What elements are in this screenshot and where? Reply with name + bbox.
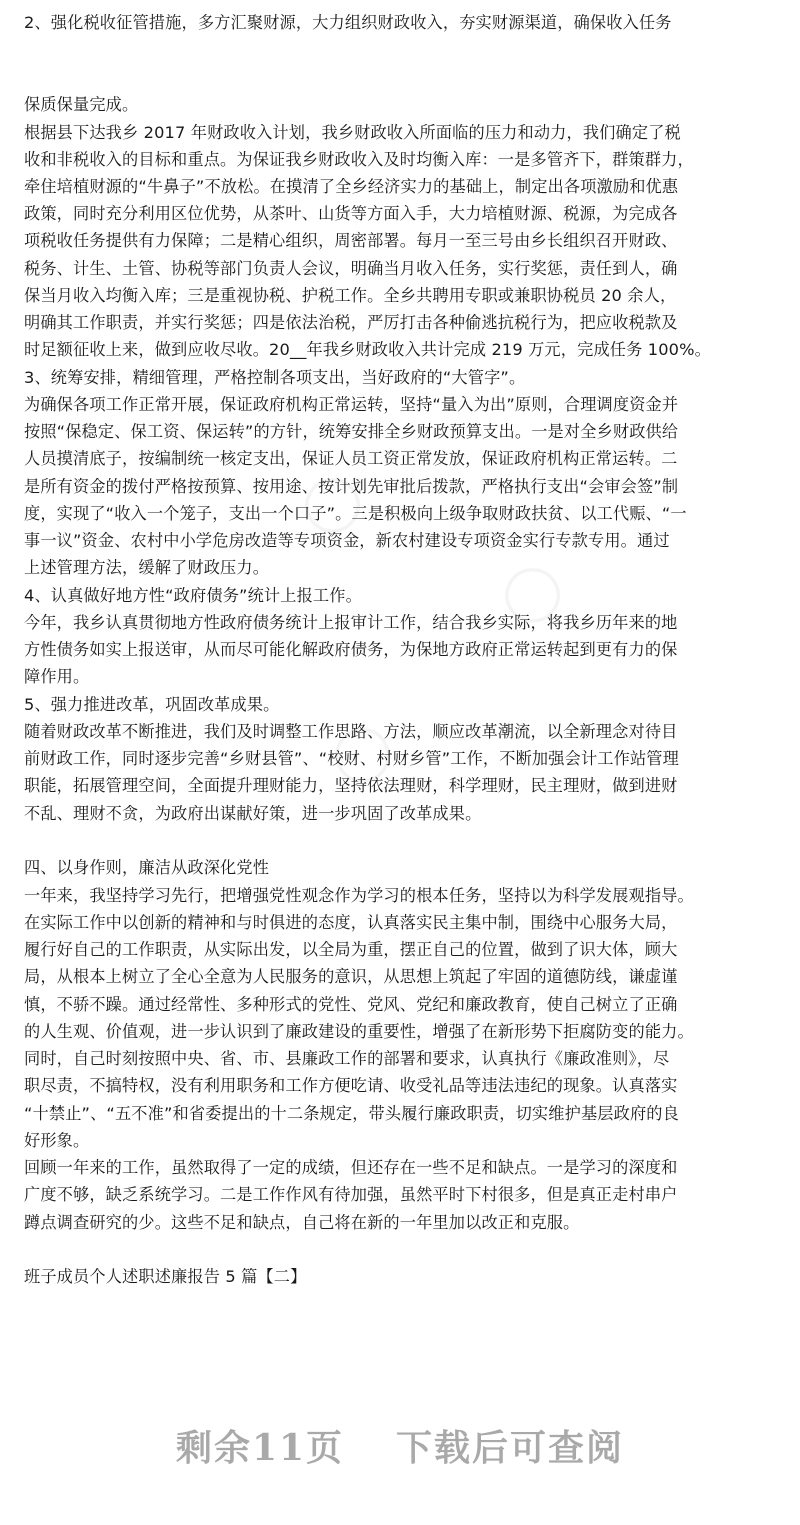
text-line: 保质保量完成。 xyxy=(24,95,139,114)
text-line: 收和非税收入的目标和重点。为保证我乡财政收入及时均衡入库：一是多管齐下，群策群力， xyxy=(24,150,694,169)
text-line: 2、强化税收征管措施，多方汇聚财源，大力组织财政收入，夯实财源渠道，确保收入任务 xyxy=(24,13,672,32)
download-to-view-label: 下载后可查阅 xyxy=(396,1427,625,1469)
text-line: 蹲点调查研究的少。这些不足和缺点，自己将在新的一年里加以改正和克服。 xyxy=(24,1213,580,1232)
text-line: 的人生观、价值观，进一步认识到了廉政建设的重要性，增强了在新形势下拒腐防变的能力。 xyxy=(24,1022,694,1041)
text-line: 事一议”资金、农村中小学危房改造等专项资金，新农村建设专项资金实行专款专用。通过 xyxy=(24,531,670,550)
text-line: 今年，我乡认真贯彻地方性政府债务统计上报审计工作，结合我乡实际，将我乡历年来的地 xyxy=(24,613,678,632)
text-line: 根据县下达我乡 2017 年财政收入计划，我乡财政收入所面临的压力和动力，我们确定了税 xyxy=(24,123,681,142)
text-line: 保当月收入均衡入库；三是重视协税、护税工作。全乡共聘用专职或兼职协税员 20 余人， xyxy=(24,286,677,305)
text-line: 职能，拓展管理空间，全面提升理财能力，坚持依法理财，科学理财，民主理财，做到进财 xyxy=(24,776,678,795)
text-line: 人员摸清底子，按编制统一核定支出，保证人员工资正常发放，保证政府机构正常运转。二 xyxy=(24,449,678,468)
text-line: 税务、计生、土管、协税等部门负责人会议，明确当月收入任务，实行奖惩，责任到人，确 xyxy=(24,259,678,278)
text-line: 政策，同时充分利用区位优势，从茶叶、山货等方面入手，大力培植财源、税源，为完成各 xyxy=(24,204,678,223)
text-line: 项税收任务提供有力保障；二是精心组织，周密部署。每月一至三号由乡长组织召开财政、 xyxy=(24,231,678,250)
text-line: 按照“保稳定、保工资、保运转”的方针，统筹安排全乡财政预算支出。一是对全乡财政供给 xyxy=(24,422,679,441)
text-line: 履行好自己的工作职责，从实际出发，以全局为重，摆正自己的位置，做到了识大体，顾大 xyxy=(24,940,678,959)
text-line: 时足额征收上来，做到应收尽收。20__年我乡财政收入共计完成 219 万元，完成任务 100%。 xyxy=(24,340,711,359)
text-line: 在实际工作中以创新的精神和与时俱进的态度，认真落实民主集中制，围绕中心服务大局， xyxy=(24,913,678,932)
text-line: 一年来，我坚持学习先行，把增强党性观念作为学习的根本任务，坚持以为科学发展观指导。 xyxy=(24,886,694,905)
text-line: 好形象。 xyxy=(24,1131,90,1150)
text-line: 牵住培植财源的“牛鼻子”不放松。在摸清了全乡经济实力的基础上，制定出各项激励和优惠 xyxy=(24,177,679,196)
section-heading: 班子成员个人述职述廉报告 5 篇【二】 xyxy=(24,1267,307,1286)
text-line: 明确其工作职责，并实行奖惩；四是依法治税，严厉打击各种偷逃抗税行为，把应收税款及 xyxy=(24,313,678,332)
section-heading: 四、以身作则，廉洁从政深化党性 xyxy=(24,858,270,877)
text-line: 广度不够，缺乏系统学习。二是工作作风有待加强，虽然平时下村很多，但是真正走村串户 xyxy=(24,1185,678,1204)
text-line: 慎，不骄不躁。通过经常性、多种形式的党性、党风、党纪和廉政教育，使自己树立了正确 xyxy=(24,995,678,1014)
text-line: 不乱、理财不贪，为政府出谋献好策，进一步巩固了改革成果。 xyxy=(24,804,482,823)
text-line: 是所有资金的拨付严格按预算、按用途、按计划先审批后拨款，严格执行支出“会审会签”制 xyxy=(24,477,679,496)
text-line: 方性债务如实上报送审，从而尽可能化解政府债务，为保地方政府正常运转起到更有力的保 xyxy=(24,640,678,659)
text-line: 随着财政改革不断推进，我们及时调整工作思路、方法，顺应改革潮流，以全新理念对待目 xyxy=(24,722,678,741)
text-line: 障作用。 xyxy=(24,667,90,686)
text-line: 同时，自己时刻按照中央、省、市、县廉政工作的部署和要求，认真执行《廉政准则》，尽 xyxy=(24,1049,670,1068)
remaining-pages-label: 剩余11页 xyxy=(175,1427,345,1469)
text-line: 为确保各项工作正常开展，保证政府机构正常运转，坚持“量入为出”原则，合理调度资金并 xyxy=(24,395,679,414)
section-heading: 5、强力推进改革，巩固改革成果。 xyxy=(24,695,280,714)
text-line: 前财政工作，同时逐步完善“乡财县管”、“校财、村财乡管”工作，不断加强会计工作站管理 xyxy=(24,749,679,768)
text-line: 度，实现了“收入一个笼子，支出一个口子”。三是积极向上级争取财政扶贫、以工代赈、“一 xyxy=(24,504,687,523)
text-line: 职尽责，不搞特权，没有利用职务和工作方便吃请、收受礼品等违法违纪的现象。认真落实 xyxy=(24,1076,678,1095)
section-heading: 4、认真做好地方性“政府债务”统计上报工作。 xyxy=(24,586,362,605)
section-heading: 3、统筹安排，精细管理，严格控制各项支出，当好政府的“大管字”。 xyxy=(24,368,526,387)
download-prompt[interactable] xyxy=(0,1420,800,1471)
text-line: “十禁止”、“五不准”和省委提出的十二条规定，带头履行廉政职责，切实维护基层政府的良 xyxy=(24,1104,679,1123)
text-line: 局，从根本上树立了全心全意为人民服务的意识，从思想上筑起了牢固的道德防线，谦虚谨 xyxy=(24,967,678,986)
text-line: 回顾一年来的工作，虽然取得了一定的成绩，但还存在一些不足和缺点。一是学习的深度和 xyxy=(24,1158,678,1177)
text-line: 上述管理方法，缓解了财政压力。 xyxy=(24,558,270,577)
